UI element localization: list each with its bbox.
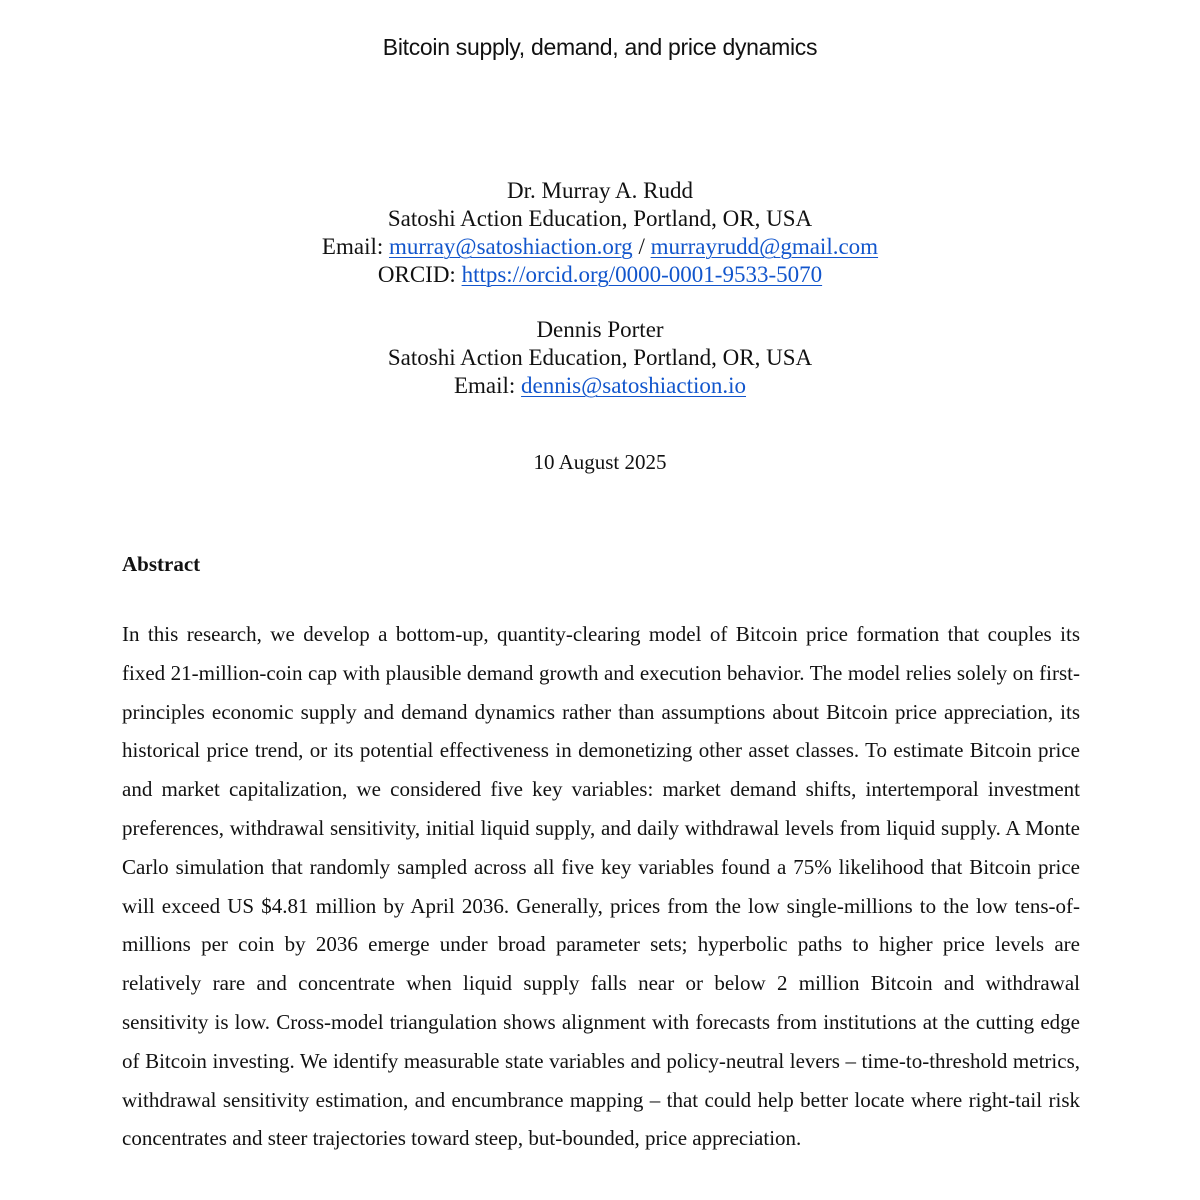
author-affiliation: Satoshi Action Education, Portland, OR, USA bbox=[387, 345, 813, 370]
abstract-heading: Abstract bbox=[122, 552, 201, 576]
email-label: Email: bbox=[453, 373, 516, 398]
author-block-rudd bbox=[0, 177, 1200, 289]
author-affiliation: Satoshi Action Education, Portland, OR, USA bbox=[387, 206, 813, 231]
email-link-primary[interactable]: dennis@satoshiaction.io bbox=[521, 373, 747, 398]
orcid-label: ORCID: bbox=[377, 262, 456, 287]
publication-date: 10 August 2025 bbox=[533, 450, 667, 474]
email-separator: / bbox=[632, 234, 651, 259]
author-name: Dr. Murray A. Rudd bbox=[507, 178, 693, 203]
author-orcid-line bbox=[0, 261, 1200, 289]
author-block-porter bbox=[0, 316, 1200, 400]
author-email-line bbox=[0, 372, 1200, 400]
author-name: Dennis Porter bbox=[536, 317, 664, 342]
paper-title: Bitcoin supply, demand, and price dynamics bbox=[382, 34, 818, 60]
email-link-primary[interactable]: murray@satoshiaction.org bbox=[389, 234, 633, 259]
email-label: Email: bbox=[321, 234, 384, 259]
abstract-body: In this research, we develop a bottom-up, quantity-clearing model of Bitcoin price formation that couples its fixed 21-million-coin cap with plausible demand growth and execution behavior. The model relies solely on first-principles economic supply and demand dynamics rather than assumptions about Bitcoin price appreciation, its historical price trend, or its potential effectiveness in demonetizing other asset classes. To estimate Bitcoin price and market capitalization, we considered five key variables: market demand shifts, intertemporal investment preferences, withdrawal sensitivity, initial liquid supply, and daily withdrawal levels from liquid supply. A Monte Carlo simulation that randomly sampled across all five key variables found a 75% likelihood that Bitcoin price will exceed US $4.81 million by April 2036. Generally, prices from the low single-millions to the low tens-of-millions per coin by 2036 emerge under broad parameter sets; hyperbolic paths to higher price levels are relatively rare and concentrate when liquid supply falls near or below 2 million Bitcoin and withdrawal sensitivity is low. Cross-model triangulation shows alignment with forecasts from institutions at the cutting edge of Bitcoin investing. We identify measurable state variables and policy-neutral levers – time-to-threshold metrics, withdrawal sensitivity estimation, and encumbrance mapping – that could help better locate where right-tail risk concentrates and steer trajectories toward steep, but-bounded, price appreciation. bbox=[122, 622, 1080, 1151]
orcid-link[interactable]: https://orcid.org/0000-0001-9533-5070 bbox=[461, 262, 823, 287]
author-email-line bbox=[0, 233, 1200, 261]
email-link-secondary[interactable]: murrayrudd@gmail.com bbox=[650, 234, 879, 259]
